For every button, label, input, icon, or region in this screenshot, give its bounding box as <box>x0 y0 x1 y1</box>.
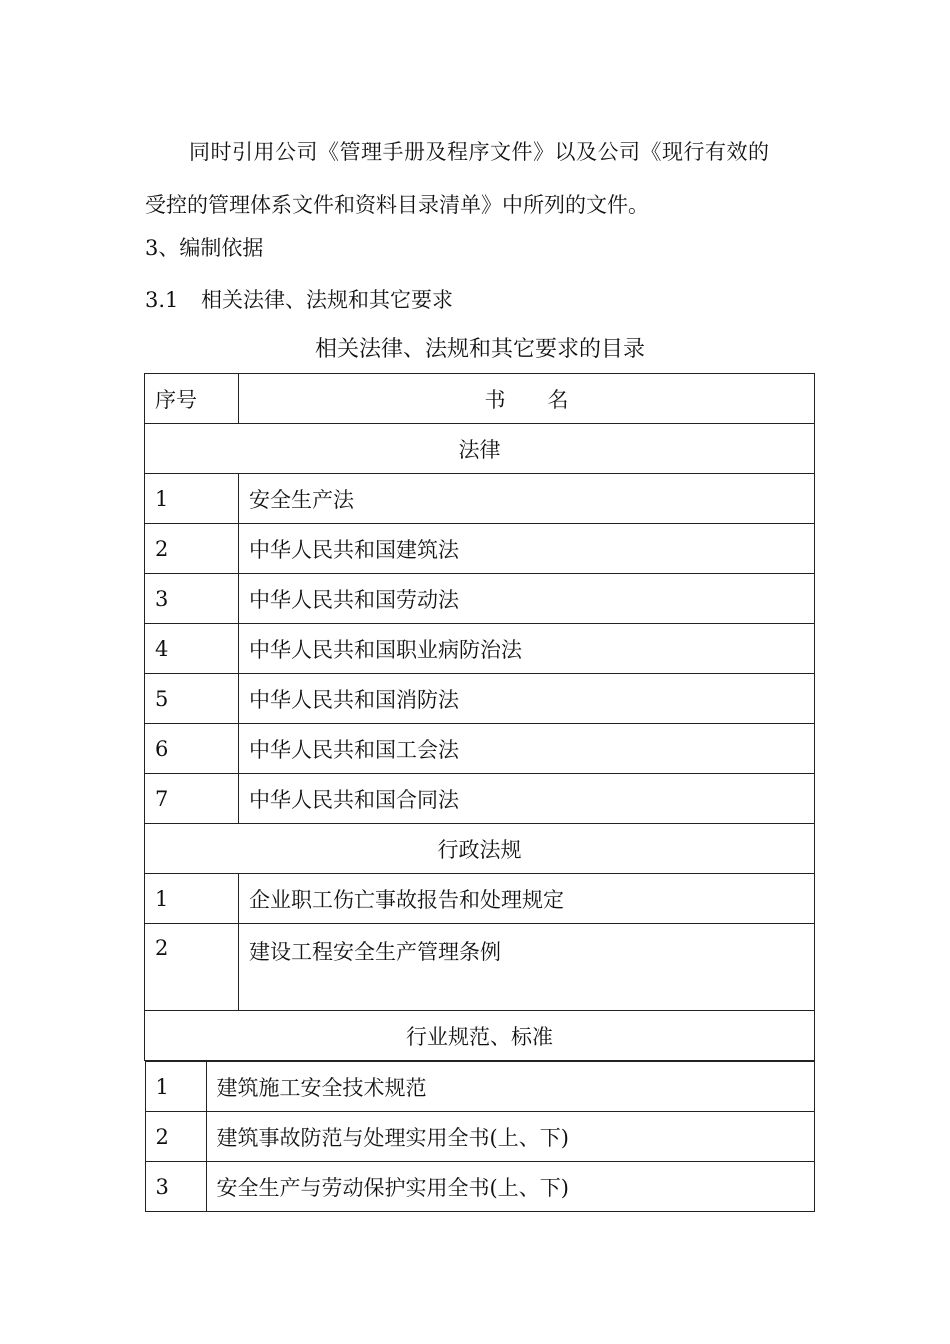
section-3-1-heading <box>145 280 453 320</box>
intro-paragraph <box>145 126 815 232</box>
table-row <box>145 524 815 574</box>
table-row <box>145 574 815 624</box>
table-row <box>145 1062 814 1112</box>
table-row <box>145 1162 814 1212</box>
row-no: 3 <box>145 1162 206 1212</box>
row-no: 7 <box>145 774 239 824</box>
intro-line-1: 同时引用公司《管理手册及程序文件》以及公司《现行有效的 <box>189 140 770 164</box>
section-3-1-title: 相关法律、法规和其它要求 <box>201 288 453 312</box>
table-header-row <box>145 374 815 424</box>
row-no: 6 <box>145 724 239 774</box>
table-row <box>145 624 815 674</box>
table-row <box>145 874 815 924</box>
row-name: 企业职工伤亡事故报告和处理规定 <box>239 874 815 924</box>
header-no: 序号 <box>145 374 239 424</box>
row-name: 安全生产法 <box>239 474 815 524</box>
group-header-row <box>145 424 815 474</box>
group-title-industry-standards: 行业规范、标准 <box>145 1011 815 1061</box>
row-no: 1 <box>145 1062 206 1112</box>
row-name: 建筑施工安全技术规范 <box>206 1062 814 1112</box>
table-row <box>145 674 815 724</box>
table-row <box>145 474 815 524</box>
table-row <box>145 724 815 774</box>
industry-standards-cell <box>145 1061 815 1213</box>
row-name: 中华人民共和国工会法 <box>239 724 815 774</box>
row-name: 中华人民共和国劳动法 <box>239 574 815 624</box>
industry-standards-table <box>145 1061 815 1212</box>
row-name: 中华人民共和国职业病防治法 <box>239 624 815 674</box>
row-name: 安全生产与劳动保护实用全书(上、下) <box>206 1162 814 1212</box>
table-row <box>145 1112 814 1162</box>
group-header-row <box>145 824 815 874</box>
row-no: 2 <box>145 1112 206 1162</box>
regulations-table <box>144 373 815 1212</box>
row-name: 中华人民共和国消防法 <box>239 674 815 724</box>
subtable-row <box>145 1061 815 1213</box>
row-no: 4 <box>145 624 239 674</box>
row-no: 2 <box>145 524 239 574</box>
row-no: 2 <box>145 924 239 1011</box>
table-row <box>145 774 815 824</box>
table-caption: 相关法律、法规和其它要求的目录 <box>314 337 645 362</box>
row-no: 5 <box>145 674 239 724</box>
row-name: 建设工程安全生产管理条例 <box>239 924 815 1011</box>
table-row <box>145 924 815 1011</box>
row-no: 1 <box>145 874 239 924</box>
row-name: 中华人民共和国合同法 <box>239 774 815 824</box>
header-name: 书 名 <box>239 374 815 424</box>
row-no: 3 <box>145 574 239 624</box>
row-no: 1 <box>145 474 239 524</box>
section-3-heading: 3、编制依据 <box>145 236 264 260</box>
row-name: 建筑事故防范与处理实用全书(上、下) <box>206 1112 814 1162</box>
group-title-admin-regulations: 行政法规 <box>145 824 815 874</box>
section-3-1-number: 3.1 <box>145 288 179 312</box>
row-name: 中华人民共和国建筑法 <box>239 524 815 574</box>
group-title-law: 法律 <box>145 424 815 474</box>
group-header-row <box>145 1011 815 1061</box>
intro-line-2: 受控的管理体系文件和资料目录清单》中所列的文件。 <box>145 193 649 217</box>
